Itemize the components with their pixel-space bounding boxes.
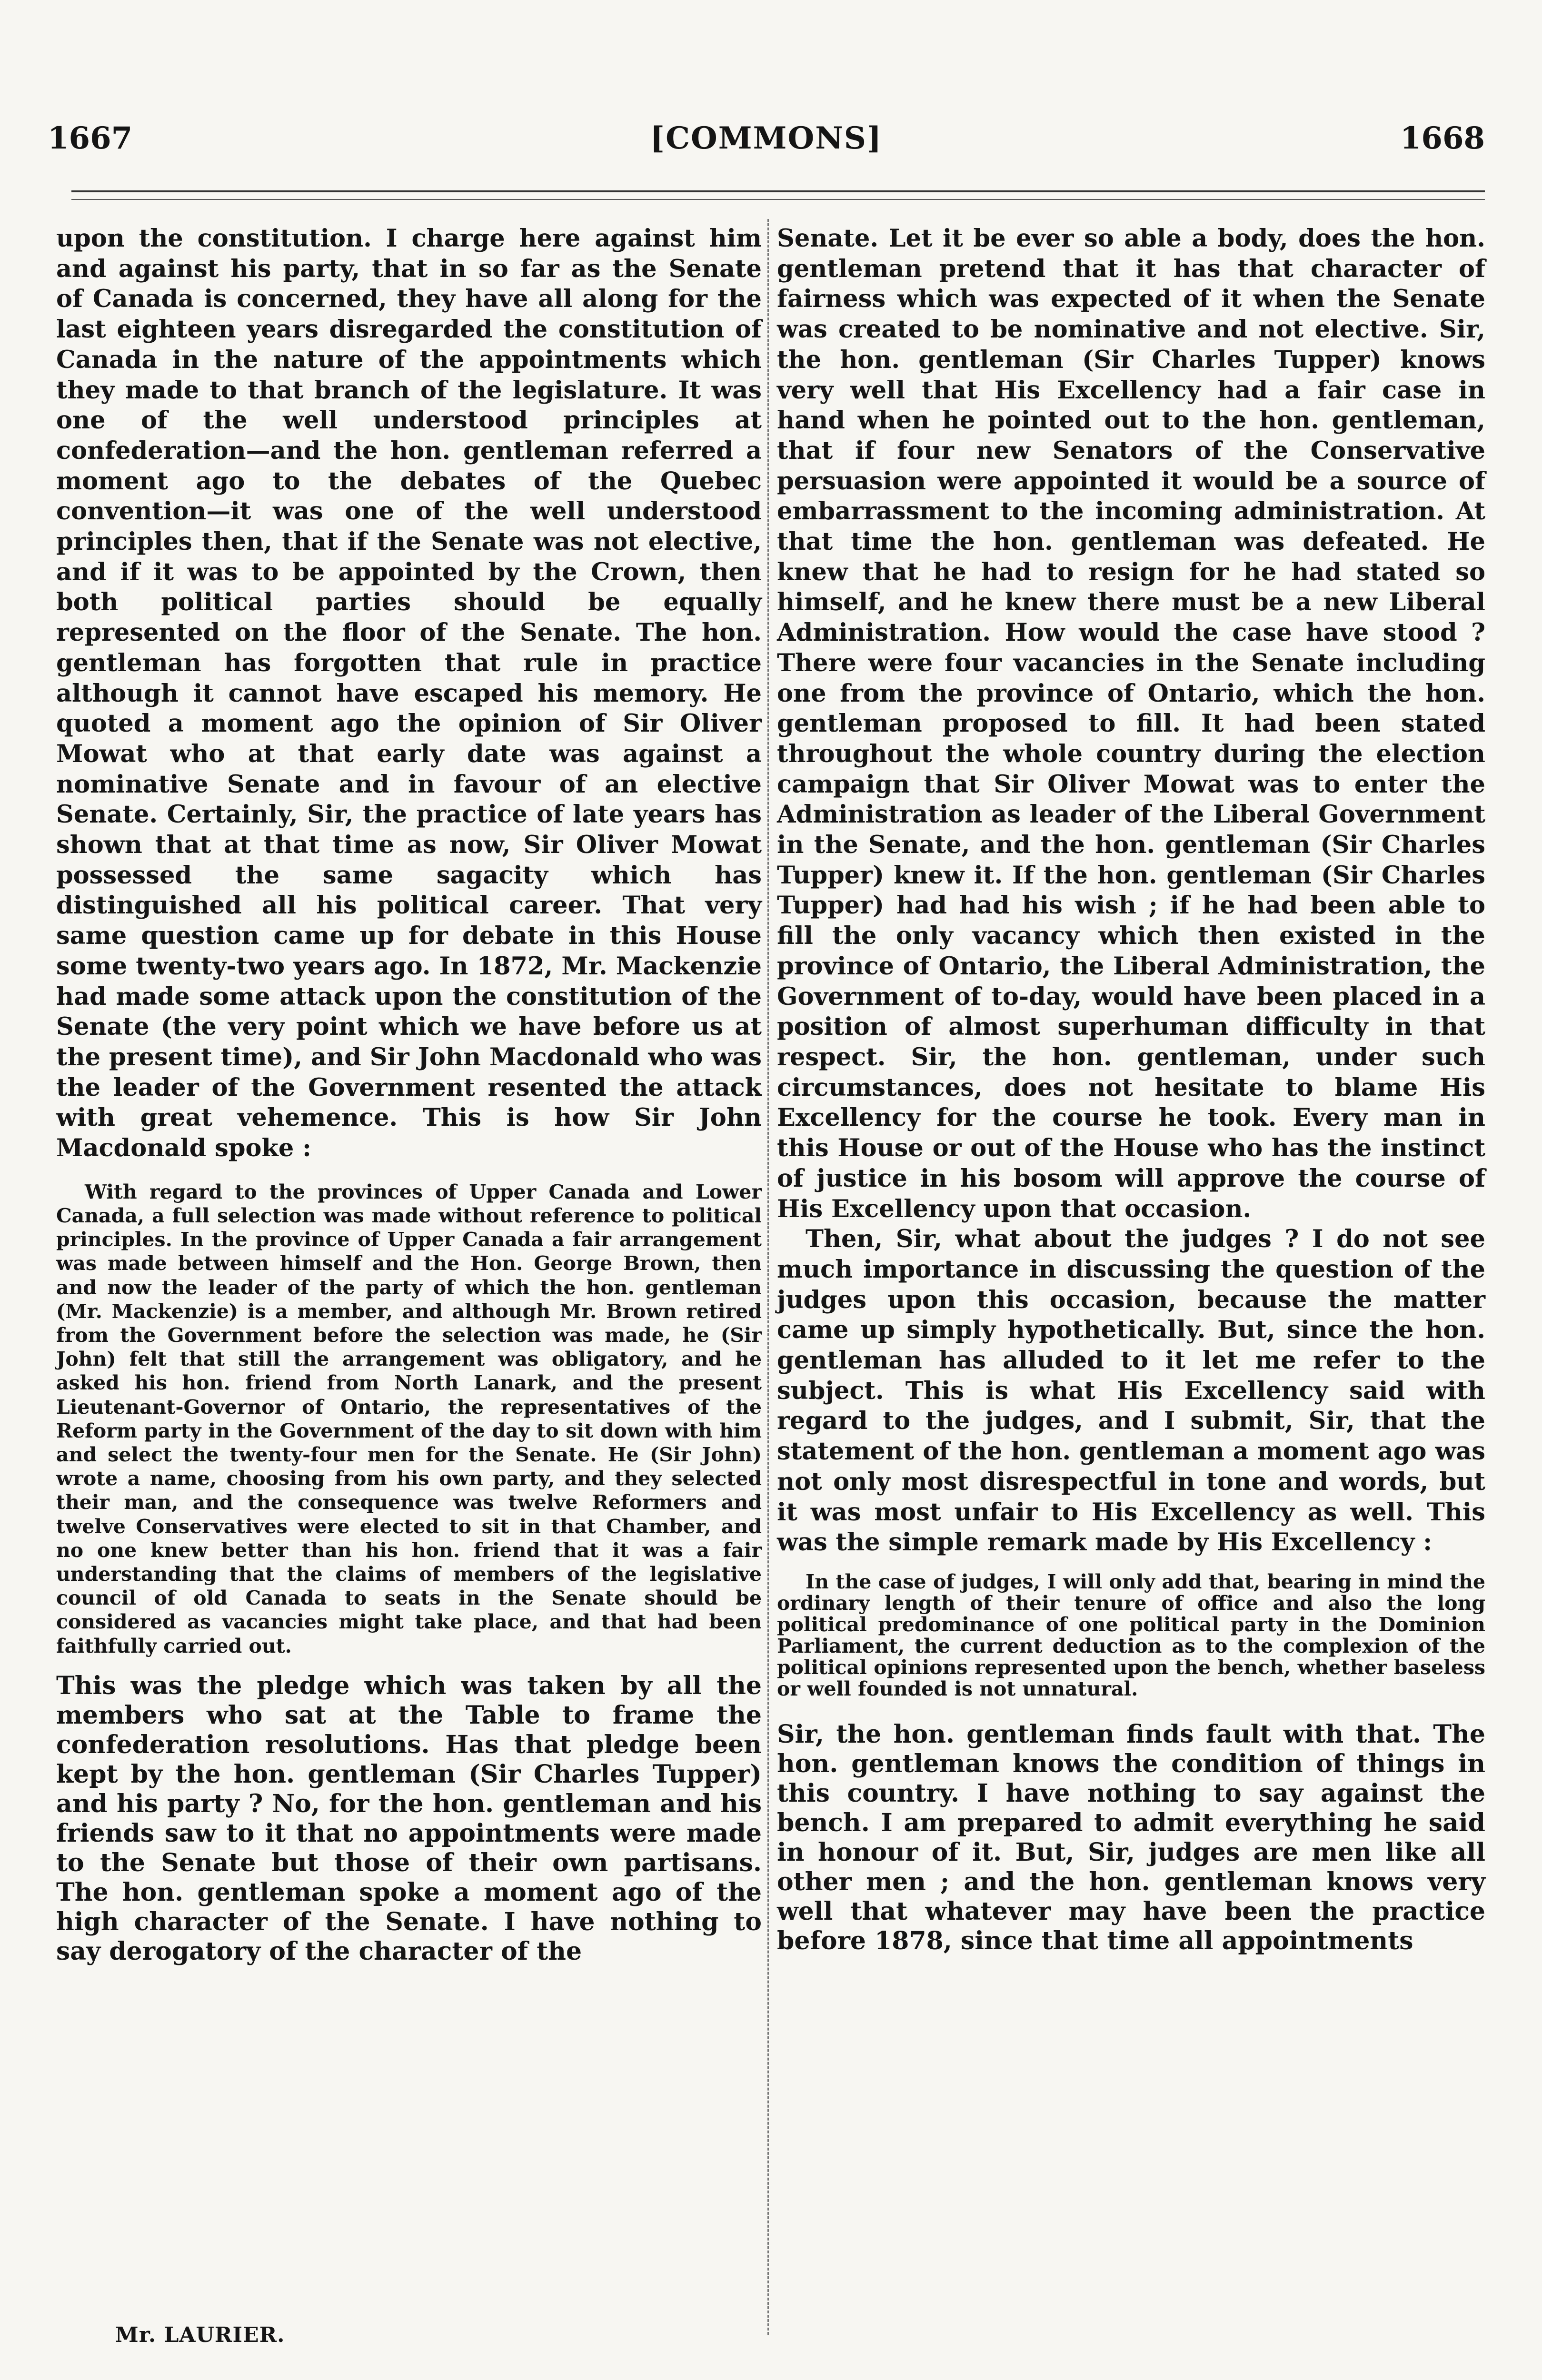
header-rule-secondary	[71, 199, 1485, 200]
right-paragraph-4: Sir, the hon. gentleman finds fault with that. The hon. gentleman knows the condition of things in this country. I have nothing to say against the bench. I am prepared to admit everything he said in honour of it. But, Sir, judges are men like all other men ; and the hon. gentleman knows very well that whatever may have been the practice before 1878, since that time all appointments	[777, 1719, 1485, 1955]
page-title: [COMMONS]	[650, 120, 883, 156]
speaker-footer: Mr. LAURIER.	[115, 2323, 285, 2347]
page-header	[48, 112, 1485, 164]
left-paragraph-3: This was the pledge which was taken by all the members who sat at the Table to frame the confederation resolutions. Has that pledge been kept by the hon. gentleman (Sir Charles Tupper) and his party ? No, for the hon. gentleman and his friends saw to it that no appointments were made to the Senate but those of their own partisans. The hon. gentleman spoke a moment ago of the high character of the Senate. I have nothing to say derogatory of the character of the	[56, 1671, 762, 1966]
left-column	[56, 224, 762, 2330]
right-page-number: 1668	[1400, 120, 1485, 156]
column-divider	[767, 219, 769, 2335]
right-paragraph-2: Then, Sir, what about the judges ? I do not see much importance in discussing the question of the judges upon this occasion, because the matter came up simply hypothetically. But, since the hon. gentleman has alluded to it let me refer to the subject. This is what His Excellency said with regard to the judges, and I submit, Sir, that the statement of the hon. gentleman a moment ago was not only most disrespectful in tone and words, but it was most unfair to His Excellency as well. This was the simple remark made by His Excellency :	[777, 1225, 1485, 1557]
left-page-number: 1667	[48, 120, 133, 156]
left-block-quote: With regard to the provinces of Upper Canada and Lower Canada, a full selection was made without reference to political principles. In the province of Upper Canada a fair arrangement was made between himself and the Hon. George Brown, then and now the leader of the party of which the hon. gentleman (Mr. Mackenzie) is a member, and although Mr. Brown retired from the Government before the selection was made, he (Sir John) felt that still the arrangement was obligatory, and he asked his hon. friend from North Lanark, and the present Lieutenant-Governor of Ontario, the representatives of the Reform party in the Government of the day to sit down with him and select the twenty-four men for the Senate. He (Sir John) wrote a name, choosing from his own party, and they selected their man, and the consequence was twelve Reformers and twelve Conservatives were elected to sit in that Chamber, and no one knew better than his hon. friend that it was a fair understanding that the claims of members of the legislative council of old Canada to seats in the Senate should be considered as vacancies might take place, and that had been faithfully carried out.	[56, 1180, 762, 1657]
right-paragraph-1: Senate. Let it be ever so able a body, does the hon. gentleman pretend that it has that character of fairness which was expected of it when the Senate was created to be nominative and not elective. Sir, the hon. gentleman (Sir Charles Tupper) knows very well that His Excellency had a fair case in hand when he pointed out to the hon. gentleman, that if four new Senators of the Conservative persuasion were appointed it would be a source of embarrassment to the incoming administration. At that time the hon. gentleman was defeated. He knew that he had to resign for he had stated so himself, and he knew there must be a new Liberal Administration. How would the case have stood ? There were four vacancies in the Senate including one from the province of Ontario, which the hon. gentleman proposed to fill. It had been stated throughout the whole country during the election campaign that Sir Oliver Mowat was to enter the Administration as leader of the Liberal Government in the Senate, and the hon. gentleman (Sir Charles Tupper) knew it. If the hon. gentleman (Sir Charles Tupper) had had his wish ; if he had been able to fill the only vacancy which then existed in the province of Ontario, the Liberal Administration, the Government of to-day, would have been placed in a position of almost superhuman difficulty in that respect. Sir, the hon. gentleman, under such circumstances, does not hesitate to blame His Excellency for the course he took. Every man in this House or out of the House who has the instinct of justice in his bosom will approve the course of His Excellency upon that occasion.	[777, 224, 1485, 1223]
left-paragraph-1: upon the constitution. I charge here against him and against his party, that in so far as the Senate of Canada is concerned, they have all along for the last eighteen years disregarded the constitution of Canada in the nature of the appointments which they made to that branch of the legislature. It was one of the well understood principles at confederation—and the hon. gentleman referred a moment ago to the debates of the Quebec convention—it was one of the well understood principles then, that if the Senate was not elective, and if it was to be appointed by the Crown, then both political parties should be equally represented on the floor of the Senate. The hon. gentleman has forgotten that rule in practice although it cannot have escaped his memory. He quoted a moment ago the opinion of Sir Oliver Mowat who at that early date was against a nominative Senate and in favour of an elective Senate. Certainly, Sir, the practice of late years has shown that at that time as now, Sir Oliver Mowat possessed the same sagacity which has distinguished all his political career. That very same question came up for debate in this House some twenty-two years ago. In 1872, Mr. Mackenzie had made some attack upon the constitution of the Senate (the very point which we have before us at the present time), and Sir John Macdonald who was the leader of the Government resented the attack with great vehemence. This is how Sir John Macdonald spoke :	[56, 224, 762, 1163]
header-rule	[71, 190, 1485, 192]
right-block-quote: In the case of judges, I will only add that, bearing in mind the ordinary length of their tenure of office and also the long political predominance of one political party in the Dominion Parliament, the current deduction as to the complexion of the political opinions represented upon the bench, whether baseless or well founded is not unnatural.	[777, 1570, 1485, 1700]
right-column	[777, 224, 1485, 2330]
